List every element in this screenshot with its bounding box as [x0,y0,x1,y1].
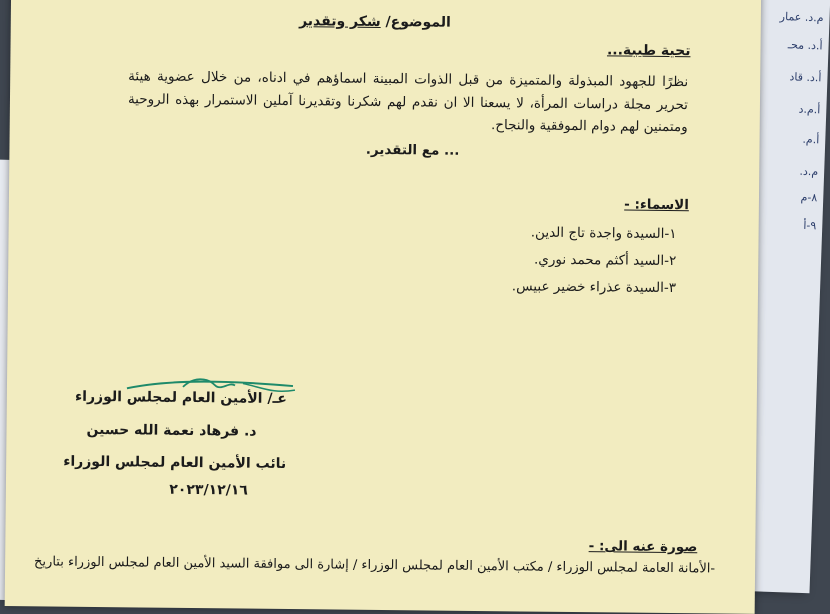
background-sheet-line: م.د. [799,164,819,179]
subject-text: شكر وتقدير [299,13,381,30]
names-list-item: ٣-السيدة عذراء خضير عبيس. [511,278,677,297]
letter-page [5,0,762,614]
background-sheet-line: أ.د. محـ [787,38,823,53]
background-sheet-line: أ.م.د [798,102,821,117]
signatory-position: نائب الأمين العام لمجلس الوزراء [63,453,287,472]
background-sheet-line: أ.د. قاد [789,70,822,85]
subject-line [299,13,451,31]
background-sheet-line: ٨-م [800,190,818,205]
letter-date: ٢٠٢٣/١٢/١٦ [169,481,248,499]
background-sheet-line: ٩-أ [803,218,817,233]
copy-to-heading: صورة عنه الى: - [588,538,698,556]
names-heading: الاسماء: - [624,196,689,214]
signatory-name: د. فرهاد نعمة الله حسين [86,421,257,440]
signatory-title: عـ/ الأمين العام لمجلس الوزراء [74,388,287,407]
closing-line: ... مع التقدير. [365,141,460,159]
subject-prefix: الموضوع/ [385,14,451,31]
greeting: تحية طيبة... [606,42,691,60]
names-list-item: ١-السيدة واجدة تاج الدين. [530,224,677,243]
copy-to-line: -الأمانة العامة لمجلس الوزراء / مكتب الأمين العام لمجلس الوزراء / إشارة الى موافقة السيد الأمين العام لمجلس الوزراء بتاريخ [33,554,716,577]
background-sheet-line: م.د. عمار [779,9,824,25]
names-list-item: ٢-السيد أكثم محمد نوري. [533,251,677,270]
body-paragraph: نظرًا للجهود المبذولة والمتميزة من قبل الذوات المبينة اسماؤهم في ادناه، من خلال عضوية هيئة تحرير مجلة دراسات المرأة، لا يسعنا الا ان نقدم لهم شكرنا وتقديرنا آملين الاستمرار بهذه الروحية ومتمنين لهم دوام الموفقية والنجاح. [127,68,689,136]
background-sheet-line: أ.م. [802,132,820,147]
